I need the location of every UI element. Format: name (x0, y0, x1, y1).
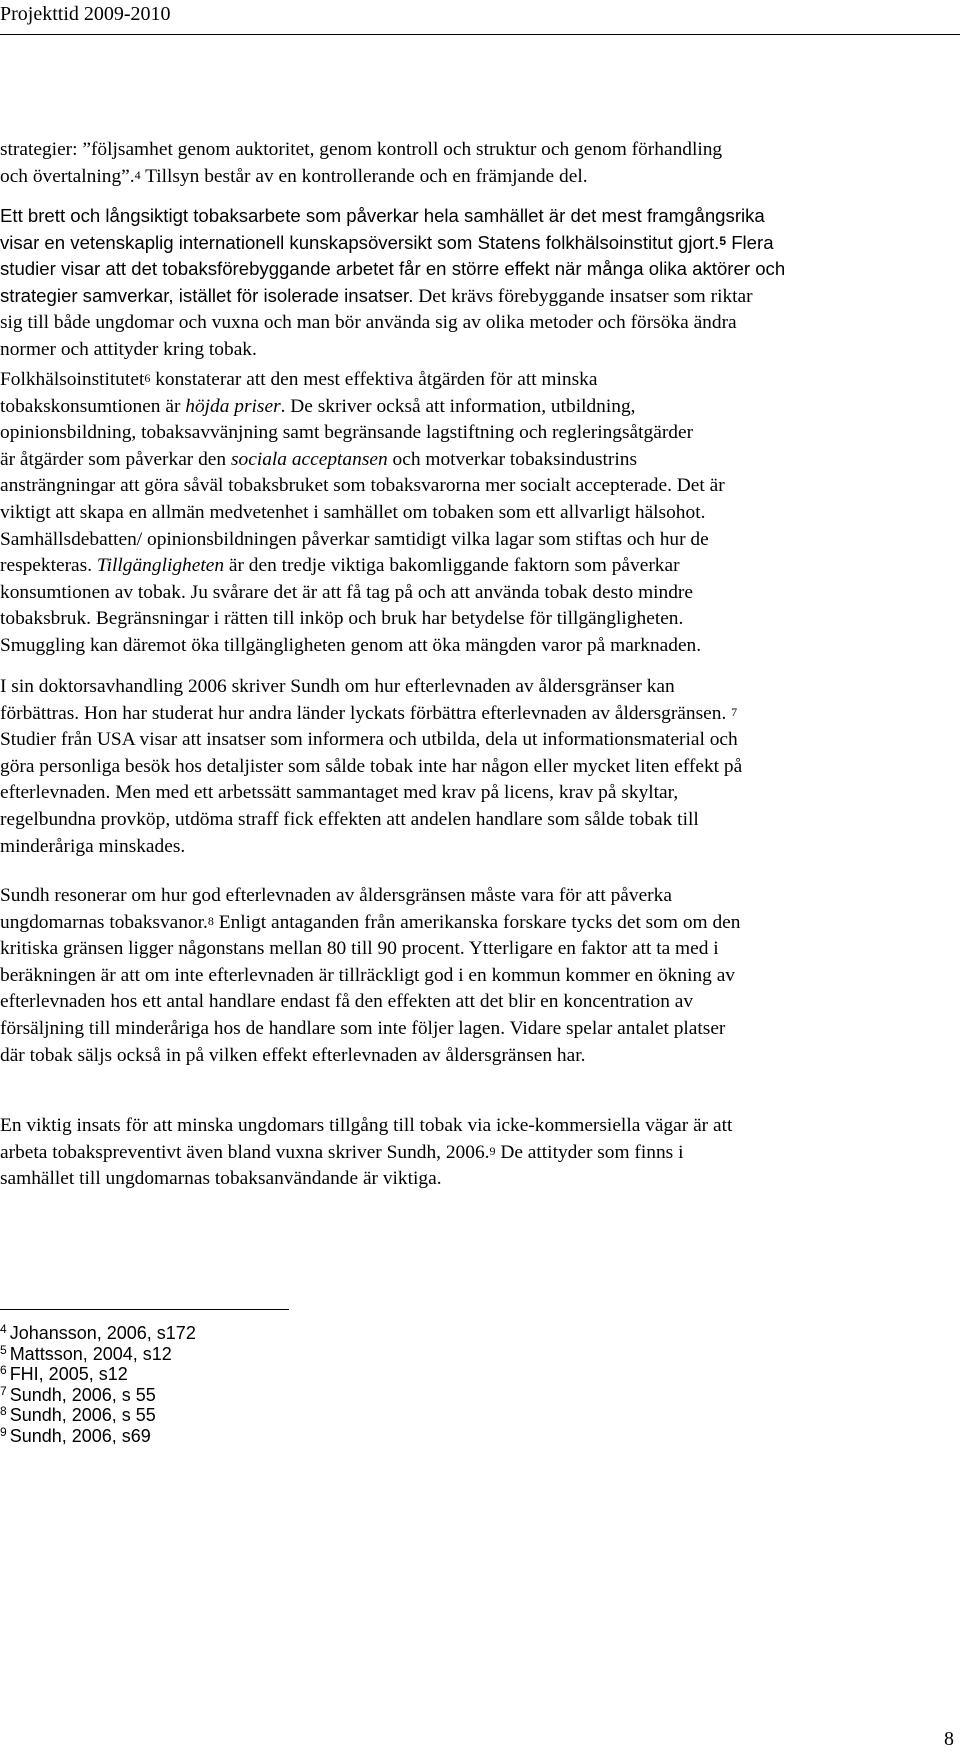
text-line: beräkningen är att om inte efterlevnaden är tillräckligt god i en kommun kommer en ökning av (0, 964, 735, 986)
footnote-number: 4 (0, 1322, 7, 1336)
text-run: De attityder som finns i (495, 1141, 684, 1163)
text-run: är åtgärder som påverkar den (0, 448, 231, 470)
footnote-number: 6 (0, 1363, 7, 1377)
footnote-text: Sundh, 2006, s 55 (9, 1405, 156, 1425)
footnote-text: Johansson, 2006, s172 (9, 1323, 196, 1343)
footnote-text: Sundh, 2006, s69 (9, 1425, 151, 1446)
footnote (0, 1323, 196, 1344)
text-line: efterlevnaden. Men med ett arbetssätt sammantaget med krav på licens, krav på skyltar, (0, 782, 679, 804)
text-run: Det krävs förebyggande insatser som riktar (413, 285, 753, 307)
text-line: regelbundna provköp, utdöma straff fick effekten att andelen handlare som sålde tobak till (0, 808, 699, 830)
footnote (0, 1426, 196, 1447)
text-run: är den tredje viktiga bakomliggande faktorn som påverkar (224, 555, 680, 577)
text-line: Smuggling kan däremot öka tillgängligheten genom att öka mängden varor på marknaden. (0, 634, 702, 656)
text-line: normer och attityder kring tobak. (0, 338, 257, 360)
footnote-ref: 7 (731, 704, 738, 719)
text-run: arbeta tobakspreventivt även bland vuxna skriver Sundh, 2006. (0, 1141, 490, 1163)
text-line: Ett brett och långsiktigt tobaksarbete som påverkar hela samhället är det mest framgångsrika (0, 205, 765, 226)
text-run: visar en vetenskaplig internationell kunskapsöversikt som Statens folkhälsoinstitut gjort. (0, 231, 720, 253)
text-line: kritiska gränsen ligger någonstans mellan 80 till 90 procent. Ytterligare en faktor att ta med i (0, 938, 719, 960)
footnote-number: 8 (0, 1404, 7, 1418)
text-line: efterlevnaden hos ett antal handlare endast få den effekten att det blir en koncentration av (0, 991, 694, 1013)
text-line: försäljning till minderåriga hos de handlare som inte följer lagen. Vidare spelar antalet platser (0, 1017, 726, 1039)
text-line: Sundh resonerar om hur god efterlevnaden av åldersgränsen måste vara för att påverka (0, 885, 672, 906)
paragraph-2 (0, 203, 955, 364)
text-line: konsumtionen av tobak. Ju svårare det är att få tag på och att använda tobak desto mindre (0, 581, 693, 603)
footnote (0, 1344, 196, 1365)
text-line: Samhällsdebatten/ opinionsbildningen påverkar samtidigt vilka lagar som stiftas och hur de (0, 528, 709, 550)
text-line: tobaksbruk. Begränsningar i rätten till inköp och bruk har betydelse för tillgängligheten. (0, 608, 684, 630)
footnote-text: FHI, 2005, s12 (9, 1364, 128, 1384)
paragraph-1 (0, 137, 955, 190)
text-run: och motverkar tobaksindustrins (387, 448, 638, 470)
text-line (0, 394, 955, 421)
text-line: En viktig insats för att minska ungdomars tillgång till tobak via icke-kommersiella vägar är att (0, 1115, 733, 1136)
text-run: . De skriver också att information, utbildning, (280, 395, 636, 417)
text-line (0, 164, 955, 191)
text-line: strategier: ”följsamhet genom auktoritet, genom kontroll och struktur och genom förhandling (0, 139, 723, 160)
text-line: samhället till ungdomarnas tobaksanvändande är viktiga. (0, 1168, 442, 1190)
page-number: 8 (944, 1728, 954, 1750)
footnote (0, 1405, 196, 1426)
footnote (0, 1364, 196, 1385)
footnote-ref: 5 (719, 233, 727, 248)
text-line: göra personliga besök hos detaljister som sålde tobak inte har någon eller mycket liten effekt på (0, 755, 743, 777)
footnote (0, 1385, 196, 1406)
text-run: respekteras. (0, 555, 97, 577)
footnote-ref: 4 (134, 167, 141, 182)
paragraph-3 (0, 367, 955, 660)
footnotes (0, 1323, 196, 1446)
footnote-ref: 6 (144, 371, 151, 385)
text-run: Enligt antaganden från amerikanska forskare tycks det som om den (213, 911, 741, 933)
footnote-number: 9 (0, 1424, 7, 1439)
header-rule (0, 34, 960, 35)
footnote-text: Mattsson, 2004, s12 (9, 1343, 172, 1364)
text-line: studier visar att det tobaksförebyggande arbetet får en större effekt när många olika aktörer och (0, 258, 786, 280)
text-line: Studier från USA visar att insatser som informera och utbilda, dela ut informationsmaterial och (0, 729, 738, 751)
text-line: I sin doktorsavhandling 2006 skriver Sundh om hur efterlevnaden av åldersgränser kan (0, 676, 675, 697)
text-line: opinionsbildning, tobaksavvänjning samt begränsande lagstiftning och regleringsåtgärder (0, 422, 694, 444)
text-line: minderåriga minskades. (0, 835, 186, 857)
paragraph-6 (0, 1113, 955, 1193)
text-run: strategier samverkar, istället för isolerade insatser. (0, 284, 414, 306)
text-line: ansträngningar att göra såväl tobaksbruket som tobaksvarorna mer socialt accepterade. Det är (0, 475, 725, 497)
text-line (0, 910, 955, 937)
text-run: och övertalning”. (0, 165, 135, 187)
footnote-ref: 8 (207, 913, 214, 928)
text-run: Flera (731, 231, 774, 253)
text-run: Folkhälsoinstitutet (0, 369, 145, 390)
text-line: sig till både ungdomar och vuxna och man bör använda sig av olika metoder och försöka ändra (0, 312, 737, 334)
text-line (0, 553, 955, 580)
header-title: Projekttid 2009-2010 (0, 3, 171, 25)
emphasis: sociala acceptansen (230, 448, 388, 470)
text-line (0, 1140, 955, 1167)
emphasis: Tillgängligheten (96, 555, 225, 577)
text-line (0, 367, 955, 394)
text-run: förbättras. Hon har studerat hur andra länder lyckats förbättra efterlevnaden av åldersgränsen. (0, 702, 727, 724)
text-run: konstaterar att den mest effektiva åtgärden för att minska (150, 369, 598, 390)
footnote-text: Sundh, 2006, s 55 (9, 1384, 156, 1405)
paragraph-4 (0, 674, 955, 860)
page-header (0, 0, 960, 40)
text-line (0, 283, 955, 311)
text-line: viktigt att skapa en allmän medvetenhet i samhället om tobaken som ett allvarligt hälsohot. (0, 501, 706, 523)
text-run: Tillsyn består av en kontrollerande och en främjande del. (140, 165, 588, 187)
text-line (0, 447, 955, 474)
text-run: ungdomarnas tobaksvanor. (0, 911, 208, 933)
footnote-ref: 9 (489, 1143, 496, 1158)
paragraph-5 (0, 883, 955, 1069)
text-run: tobakskonsumtionen är (0, 395, 186, 417)
footnote-separator (0, 1309, 289, 1310)
footnote-number: 7 (0, 1383, 7, 1398)
footnote-number: 5 (0, 1342, 7, 1357)
emphasis: höjda priser (185, 395, 281, 417)
text-line (0, 701, 955, 728)
text-line: där tobak säljs också in på vilken effekt efterlevnaden av åldersgränsen har. (0, 1044, 586, 1066)
text-line (0, 230, 955, 257)
